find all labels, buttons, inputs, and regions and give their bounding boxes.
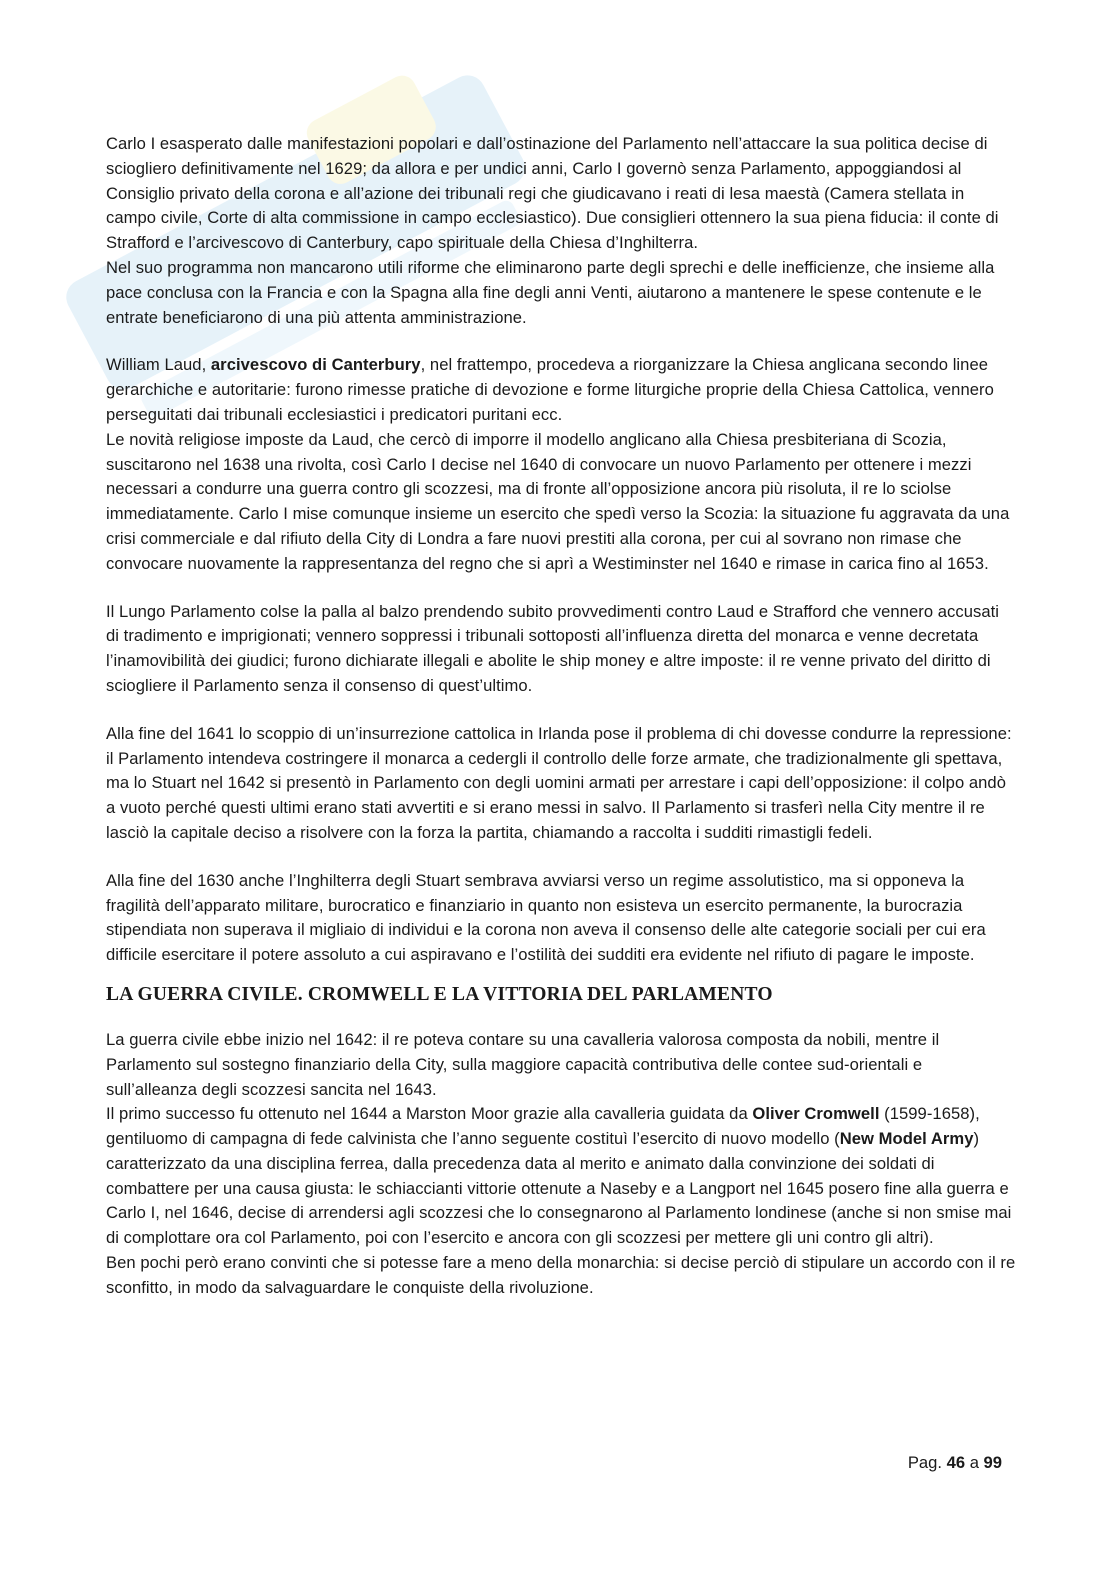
paragraph-lungo-parlamento: Il Lungo Parlamento colse la palla al balzo prendendo subito provvedimenti contro Laud e Strafford che vennero accusati di tradimento e imprigionati; vennero soppressi i tribunali sottoposti all’influenza diretta del monarca e venne decretata l’inamovibilità dei giudici; furono dichiarate illegali e abolite le ship money e altre imposte: il re venne privato del diritto di sciogliere il Parlamento senza il consenso di quest’ultimo. [106, 601, 1000, 695]
text-segment: ) caratterizzato da una disciplina ferrea, dalla precedenza data al merito e animato dalla convinzione dei soldati di combattere per una causa giusta: le schiaccianti vittorie ottenute a Naseby e a Langport nel 1645 posero fine alla guerra e Carlo I, nel 1646, decise di arrendersi agli scozzesi che lo consegnarono al Parlamento londinese (anche si non smise mai di complottare ora col Parlamento, poi con l’esercito e ancora con gli scozzesi per mettere gli uni contro gli altri). [106, 1129, 1012, 1248]
text-segment: (1599-1658), gentiluomo di campagna di fede calvinista che l’anno seguente costituì l’esercito di nuovo modello ( [106, 1104, 980, 1149]
text-segment: , nel frattempo, procedeva a riorganizzare la Chiesa anglicana secondo linee gerarchiche e autoritarie: furono rimesse pratiche di devozione e forme liturgiche proprie della Chiesa Cattolica, vennero perseguitati dai tribunali ecclesiastici i predicatori puritani ecc. [106, 355, 994, 424]
text-segment: Il primo successo fu ottenuto nel 1644 a Marston Moor grazie alla cavalleria guidata da [106, 1104, 753, 1124]
page-current: 46 [946, 1453, 966, 1472]
page-separator: a [965, 1453, 984, 1472]
paragraph-strafford: Carlo I esasperato dalle manifestazioni popolari e dall’ostinazione del Parlamento nell’attaccare la sua politica decise di sciogliero definitivamente nel 1629; da allora e per undici anni, Carlo I governò senza Parlamento, appoggiandosi al Consiglio privato della corona e all’azione dei tribunali regi che giudicavano i reati di lesa maestà (Camera stellata in campo civile, Corte di alta commissione in campo ecclesiastico). Due consiglieri ottennero la sua piena fiducia: il conte di Strafford e l’arcivescovo di Canterbury, capo spirituale della Chiesa d’Inghilterra. [106, 134, 999, 253]
bold-term: Oliver Cromwell [752, 1104, 880, 1124]
page-total: 99 [983, 1453, 1002, 1472]
paragraph-guerra-civile: La guerra civile ebbe inizio nel 1642: il re poteva contare su una cavalleria valorosa composta da nobili, mentre il Parlamento sul sostegno finanziario della City, sulla maggiore capacità contributiva delle contee sud-orientali e sull’alleanza degli scozzesi sancita nel 1643. [106, 1029, 940, 1099]
section-heading: LA GUERRA CIVILE. CROMWELL E LA VITTORIA DEL PARLAMENTO [106, 983, 773, 1005]
paragraph-cromwell [106, 1102, 1016, 1251]
bold-term: arcivescovo di Canterbury [210, 355, 421, 375]
document-body [106, 132, 1016, 1301]
paragraph-monarchia: Ben pochi però erano convinti che si potesse fare a meno della monarchia: si decise perciò di stipulare un accordo con il re sconfitto, in modo da salvaguardare le conquiste della rivoluzione. [106, 1253, 1016, 1297]
paragraph-assolutismo: Alla fine del 1630 anche l’Inghilterra degli Stuart sembrava avviarsi verso un regime assolutistico, ma si opponeva la fragilità dell’apparato militare, burocratico e finanziario in quanto non esisteva un esercito permanente, la burocrazia stipendiata non superava il migliaio di individui e la corona non aveva il consenso delle alte categorie sociali per cui era difficile esercitare il potere assoluto a cui aspiravano e l’ostilità dei sudditi era evidente nel rifiuto di pagare le imposte. [106, 870, 986, 965]
page-prefix: Pag. [907, 1453, 947, 1472]
text-segment: William Laud, [106, 355, 211, 375]
bold-term: New Model Army [839, 1129, 974, 1149]
paragraph-scozia: Le novità religiose imposte da Laud, che cercò di imporre il modello anglicano alla Chiesa presbiteriana di Scozia, suscitarono nel 1638 una rivolta, così Carlo I decise nel 1640 di convocare un nuovo Parlamento per ottenere i mezzi necessari a condurre una guerra contro gli scozzesi, ma di fronte all’opposizione ancora più risoluta, il re lo sciolse immediatamente. Carlo I mise comunque insieme un esercito che spedì verso la Scozia: la situazione fu aggravata da una crisi commerciale e dal rifiuto della City di Londra a fare nuovi prestiti alla corona, per cui al sovrano non rimase che convocare nuovamente la rappresentanza del regno che si aprì a Westiminster nel 1640 e rimase in carica fino al 1653. [106, 429, 1010, 573]
paragraph-laud [106, 353, 1016, 427]
page-number [908, 1453, 1002, 1473]
paragraph-riforme: Nel suo programma non mancarono utili riforme che eliminarono parte degli sprechi e delle inefficienze, che insieme alla pace conclusa con la Francia e con la Spagna alla fine degli anni Venti, aiutarono a mantenere le spese contenute e le entrate beneficiarono di una più attenta amministrazione. [106, 257, 995, 327]
paragraph-irlanda: Alla fine del 1641 lo scoppio di un’insurrezione cattolica in Irlanda pose il problema di chi dovesse condurre la repressione: il Parlamento intendeva costringere il monarca a cedergli il controllo delle forze armate, che tradizionalmente gli spettava, ma lo Stuart nel 1642 si presentò in Parlamento con degli uomini armati per arrestare i capi dell’opposizione: il colpo andò a vuoto perché questi ultimi erano stati avvertiti e si erano messi in salvo. Il Parlamento si trasferì nella City mentre il re lasciò la capitale deciso a risolvere con la forza la partita, chiamando a raccolta i sudditi rimastigli fedeli. [106, 723, 1012, 842]
